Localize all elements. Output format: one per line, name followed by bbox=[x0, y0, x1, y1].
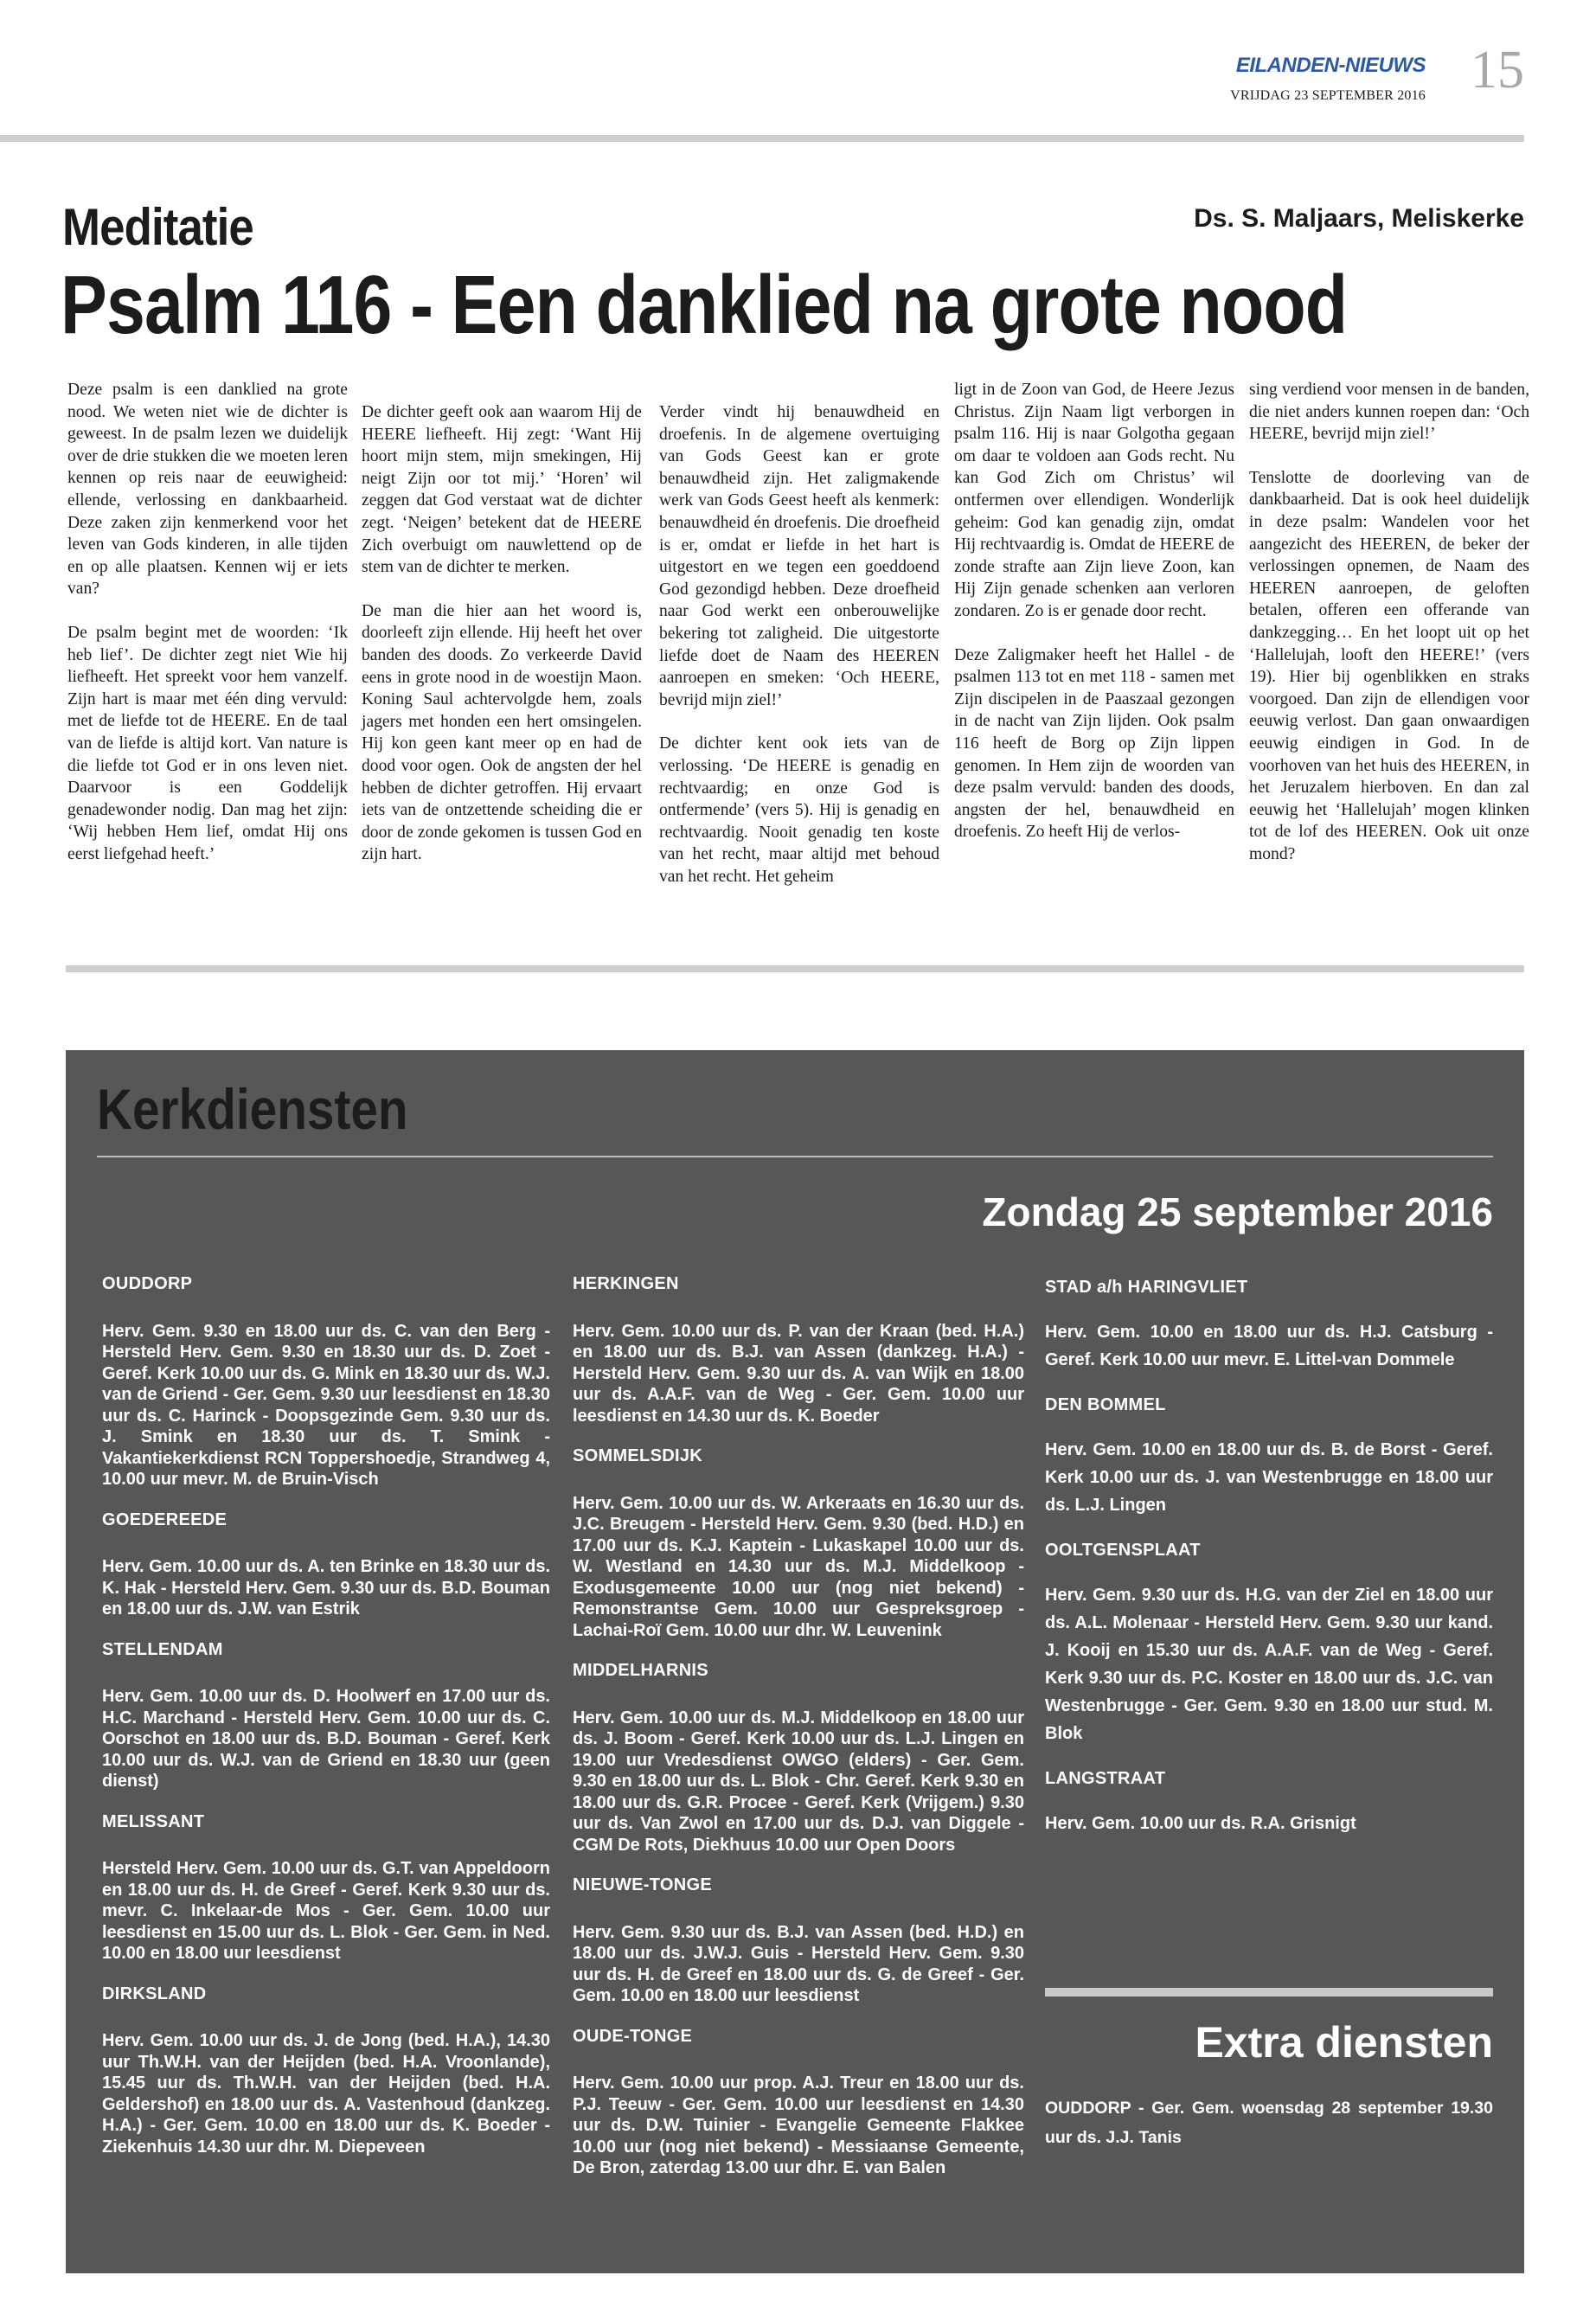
service-schedule: Herv. Gem. 10.00 uur ds. D. Hoolwerf en 17.00 uur ds. H.C. Marchand - Hersteld Herv. Gem. 10.00 uur ds. C. Oorschot en 18.00 uur ds. B.D. Bouman - Geref. Kerk 10.00 uur ds. W.J. van de Griend en 18.30 uur (geen dienst) bbox=[102, 1687, 550, 1791]
service-place: MIDDELHARNIS bbox=[573, 1661, 708, 1680]
service-schedule: Herv. Gem. 10.00 en 18.00 uur ds. H.J. Catsburg - Geref. Kerk 10.00 uur mevr. E. Littel-van Dommele bbox=[1045, 1323, 1493, 1369]
services-column-1 bbox=[102, 1273, 550, 2176]
services-column-3 bbox=[1045, 1273, 1493, 1855]
newspaper-brand: EILANDEN-NIEUWS bbox=[1235, 54, 1426, 77]
article-paragraph: ligt in de Zoon van God, de Heere Jezus Christus. Zijn Naam ligt verborgen in psalm 116. Hij is naar Golgotha gegaan om daar te voldoen aan Gods recht. Nu kan God Zich om Christus’ wil ontfermen over ellendigen. Wonderlijk geheim: God kan genadig zijn, omdat Hij rechtvaardig is. Omdat de HEERE de zonde strafte aan Zijn lieve Zoon, kan Hij Zijn genade schenken aan verloren zondaren. Zo is er genade door recht. bbox=[954, 381, 1234, 620]
services-column-2 bbox=[573, 1273, 1024, 2198]
extra-services-text: OUDDORP - Ger. Gem. woensdag 28 september 19.30 uur ds. J.J. Tanis bbox=[1045, 2099, 1493, 2147]
service-schedule: Herv. Gem. 10.00 uur ds. J. de Jong (bed. H.A.), 14.30 uur Th.W.H. van der Heijden (bed. H.A. Vroonlande), 15.45 uur ds. Th.W.H. van der Heijden (bed. H.A. Geldershof) en 18.00 uur ds. A. Vastenhoud (dankzeg. H.A.) - Ger. Gem. 10.00 en 18.00 uur ds. K. Boeder - Ziekenhuis 14.30 uur dhr. M. Diepeveen bbox=[102, 2031, 550, 2157]
service-schedule: Hersteld Herv. Gem. 10.00 uur ds. G.T. van Appeldoorn en 18.00 uur ds. H. de Greef - Geref. Kerk 9.30 uur ds. mevr. C. Inkelaar-de Mos - Ger. Gem. 10.00 uur leesdienst en 15.00 uur ds. L. Blok - Ger. Gem. in Ned. 10.00 en 18.00 uur leesdienst bbox=[102, 1859, 550, 1963]
service-place: SOMMELSDIJK bbox=[573, 1446, 702, 1465]
service-schedule: Herv. Gem. 9.30 uur ds. B.J. van Assen (bed. H.D.) en 18.00 uur ds. J.W.J. Guis - Hersteld Herv. Gem. 9.30 uur ds. H. de Greef en 18.00 uur ds. G. de Greef - Ger. Gem. 10.00 en 18.00 uur leesdienst bbox=[573, 1922, 1024, 2005]
article-column-1 bbox=[67, 379, 348, 887]
service-schedule: Herv. Gem. 9.30 uur ds. H.G. van der Ziel en 18.00 uur ds. A.L. Molenaar - Hersteld Herv. Gem. 9.30 uur kand. J. Kooij en 15.30 uur ds. A.A.F. van de Weg - Geref. Kerk 9.30 uur ds. P.C. Koster en 18.00 uur ds. J.C. van Westenbrugge - Ger. Gem. 9.30 en 18.00 uur stud. M. Blok bbox=[1045, 1586, 1493, 1743]
article-paragraph: De dichter geeft ook aan waarom Hij de HEERE liefheeft. Hij zegt: ‘Want Hij hoort mijn stem, mijn smekingen, Hij neigt Zijn oor tot mij.’ ‘Horen’ wil zeggen dat God verstaat wat de dichter zegt. ‘Neigen’ betekent dat de HEERE Zich overbuigt om nauwlettend op de stem van de dichter te merken. bbox=[362, 403, 642, 577]
service-schedule: Herv. Gem. 10.00 uur ds. A. ten Brinke en 18.30 uur ds. K. Hak - Hersteld Herv. Gem. 9.30 uur ds. B.D. Bouman en 18.00 uur ds. J.W. van Estrik bbox=[102, 1557, 550, 1618]
service-place: OUDDORP bbox=[102, 1274, 193, 1293]
article-paragraph: Deze Zaligmaker heeft het Hallel - de psalmen 113 tot en met 118 - samen met Zijn discipelen in de Paaszaal gezongen in de nacht van Zijn lijden. Ook psalm 116 heeft de Borg op Zijn lippen genomen. In Hem zijn de woorden van deze psalm vervuld: banden des doods, angsten der hel, benauwdheid en droefenis. Zo heeft Hij de verlos- bbox=[954, 645, 1234, 842]
article-column-4 bbox=[954, 379, 1234, 865]
service-schedule: Herv. Gem. 10.00 en 18.00 uur ds. B. de Borst - Geref. Kerk 10.00 uur ds. J. van Westenbrugge en 18.00 uur ds. L.J. Lingen bbox=[1045, 1440, 1493, 1515]
service-place: GOEDEREEDE bbox=[102, 1509, 228, 1529]
service-place: LANGSTRAAT bbox=[1045, 1769, 1166, 1788]
services-title: Kerkdiensten bbox=[97, 1077, 408, 1141]
article-paragraph: Tenslotte de doorleving van de dankbaarheid. Dat is ook heel duidelijk in deze psalm: Wandelen voor het aangezicht des HEEREN, de beker der verlossingen opnemen, de Naam des HEEREN aanroepen, de geloften betalen, offeren een offerande van dankzegging… En het loopt uit op het ‘Hallelujah, looft den HEERE!’ (vers 19). Hier bij ogenblikken en straks voorgoed. Dan zijn de ellendigen voor eeuwig verlost. Dan gaan onwaardigen eeuwig eindigen in God. In de voorhoven van het huis des HEEREN, in het Jeruzalem hierboven. En dan zal eeuwig het ‘Hallelujah’ mogen klinken tot de lof des HEEREN. Ook uit onze mond? bbox=[1249, 468, 1529, 863]
service-schedule: Herv. Gem. 9.30 en 18.00 uur ds. C. van den Berg - Hersteld Herv. Gem. 9.30 en 18.30 uur ds. D. Zoet - Geref. Kerk 10.00 uur ds. G. Mink en 18.30 uur ds. W.J. van de Griend - Ger. Gem. 9.30 uur leesdienst en 18.30 uur ds. C. Harinck - Doopsgezinde Gem. 9.30 uur ds. J. Smink en 18.30 uur ds. T. Smink - Vakantiekerkdienst RCN Toppershoedje, Strandweg 4, 10.00 uur mevr. M. de Bruin-Visch bbox=[102, 1321, 550, 1489]
extra-services-title: Extra diensten bbox=[1195, 2018, 1493, 2067]
page-number: 15 bbox=[1471, 41, 1524, 99]
article-headline: Psalm 116 - Een danklied na grote nood bbox=[61, 259, 1348, 351]
top-divider bbox=[0, 135, 1524, 142]
service-place: OOLTGENSPLAAT bbox=[1045, 1541, 1201, 1560]
article-column-2 bbox=[362, 401, 642, 888]
service-place: HERKINGEN bbox=[573, 1274, 679, 1293]
service-place: OUDE-TONGE bbox=[573, 2026, 693, 2046]
service-schedule: Herv. Gem. 10.00 uur prop. A.J. Treur en 18.00 uur ds. P.J. Teeuw - Ger. Gem. 10.00 uur leesdienst en 14.30 uur ds. D.W. Tuinier - Evangelie Gemeente Flakkee 10.00 uur (nog niet bekend) - Messiaanse Gemeente, De Bron, zaterdag 13.00 uur dhr. E. van Balen bbox=[573, 2073, 1024, 2177]
services-title-rule bbox=[97, 1156, 1493, 1157]
article-column-3 bbox=[659, 401, 939, 909]
service-place: NIEUWE-TONGE bbox=[573, 1875, 713, 1894]
article-author: Ds. S. Maljaars, Meliskerke bbox=[1194, 204, 1524, 233]
service-place: DIRKSLAND bbox=[102, 1984, 207, 2003]
section-divider bbox=[66, 965, 1524, 972]
section-kicker: Meditatie bbox=[62, 198, 253, 256]
service-place: MELISSANT bbox=[102, 1811, 205, 1831]
issue-date: VRIJDAG 23 SEPTEMBER 2016 bbox=[1230, 88, 1426, 103]
extra-services-divider bbox=[1045, 1988, 1493, 1997]
article-paragraph: sing verdiend voor mensen in de banden, die niet anders kunnen roepen dan: ‘Och HEERE, bevrijd mijn ziel!’ bbox=[1249, 381, 1529, 444]
service-place: DEN BOMMEL bbox=[1045, 1395, 1166, 1414]
service-place: STELLENDAM bbox=[102, 1639, 223, 1659]
article-paragraph: De dichter kent ook iets van de verlossing. ‘De HEERE is genadig en rechtvaardig; en onze God is ontfermende’ (vers 5). Hij is genadig en rechtvaardig. Nooit genadig ten koste van het recht, maar altijd met behoud van het recht. Het geheim bbox=[659, 734, 939, 886]
service-place: STAD a/h HARINGVLIET bbox=[1045, 1278, 1248, 1297]
article-paragraph: De psalm begint met de woorden: ‘Ik heb lief’. De dichter zegt niet Wie hij liefheeft. Het spreekt voor hem vanzelf. Zijn hart is maar met één ding vervuld: met de liefde tot de HEERE. En de taal van de liefde is altijd kort. Van nature is die liefde tot God er in ons leven niet. Daarvoor is een Goddelijk genadewonder nodig. Dan mag het zijn: ‘Wij hebben Hem lief, omdat Hij ons eerst liefgehad heeft.’ bbox=[67, 623, 348, 863]
article-column-5 bbox=[1249, 379, 1529, 887]
services-date-heading: Zondag 25 september 2016 bbox=[982, 1189, 1493, 1234]
service-schedule: Herv. Gem. 10.00 uur ds. M.J. Middelkoop en 18.00 uur ds. J. Boom - Geref. Kerk 10.00 uur ds. L.J. Lingen en 19.00 uur Vredesdienst OWGO (elders) - Ger. Gem. 9.30 en 18.00 uur ds. L. Blok - Chr. Geref. Kerk 9.30 en 18.00 uur ds. G.R. Procee - Geref. Kerk (Vrijgem.) 9.30 uur ds. Van Zwol en 17.00 uur ds. D.J. van Diggele - CGM De Rots, Diekhuus 10.00 uur Open Doors bbox=[573, 1708, 1024, 1855]
article-paragraph: Verder vindt hij benauwdheid en droefenis. In de algemene overtuiging van Gods Geest kan er grote benauwdheid zijn. Het zaligmakende werk van Gods Geest heeft als kenmerk: benauwdheid én droefenis. Die droefheid is er, omdat er liefde in het hart is uitgestort en we tegen een goeddoend God gezondigd hebben. Deze droefheid naar God werkt een onberouwelijke bekering tot zaligheid. Die uitgestorte liefde doet de Naam des HEEREN aanroepen en smeken: ‘Och HEERE, bevrijd mijn ziel!’ bbox=[659, 403, 939, 709]
article-paragraph: Deze psalm is een danklied na grote nood. We weten niet wie de dichter is geweest. In de psalm lezen we duidelijk over de drie stukken die we moeten leren kennen op reis naar de eeuwigheid: ellende, verlossing en dankbaarheid. Deze zaken zijn kenmerkend voor het leven van Gods kinderen, in alle tijden en op alle plaatsen. Kennen wij er iets van? bbox=[67, 381, 348, 599]
service-schedule: Herv. Gem. 10.00 uur ds. W. Arkeraats en 16.30 uur ds. J.C. Breugem - Hersteld Herv. Gem. 9.30 (bed. H.D.) en 17.00 uur ds. K.J. Kaptein - Lukaskapel 10.00 uur ds. W. Westland en 14.30 uur ds. M.J. Middelkoop - Exodusgemeente 10.00 uur (nog niet bekend) - Remonstrantse Gem. 10.00 uur Gespreksgroep - Lachai-Roï Gem. 10.00 uur dhr. W. Leuvenink bbox=[573, 1493, 1024, 1640]
service-schedule: Herv. Gem. 10.00 uur ds. P. van der Kraan (bed. H.A.) en 18.00 uur ds. B.J. van Assen (dankzeg. H.A.) - Hersteld Herv. Gem. 9.30 uur ds. A. van Wijk en 18.00 uur ds. A.A.F. van de Weg - Ger. Gem. 10.00 uur leesdienst en 14.30 uur ds. K. Boeder bbox=[573, 1321, 1024, 1426]
service-schedule: Herv. Gem. 10.00 uur ds. R.A. Grisnigt bbox=[1045, 1814, 1356, 1833]
article-paragraph: De man die hier aan het woord is, doorleeft zijn ellende. Hij heeft het over banden des doods. Zo verkeerde David eens in grote nood in de woestijn Maon. Koning Saul achtervolgde hem, zoals jagers met honden een hert omsingelen. Hij kon geen kant meer op en had de dood voor ogen. Ook de angsten der hel hebben de dichter getroffen. Hij ervaart iets van de ontzettende scheiding die er door de zonde gekomen is tussen God en zijn hart. bbox=[362, 601, 642, 864]
